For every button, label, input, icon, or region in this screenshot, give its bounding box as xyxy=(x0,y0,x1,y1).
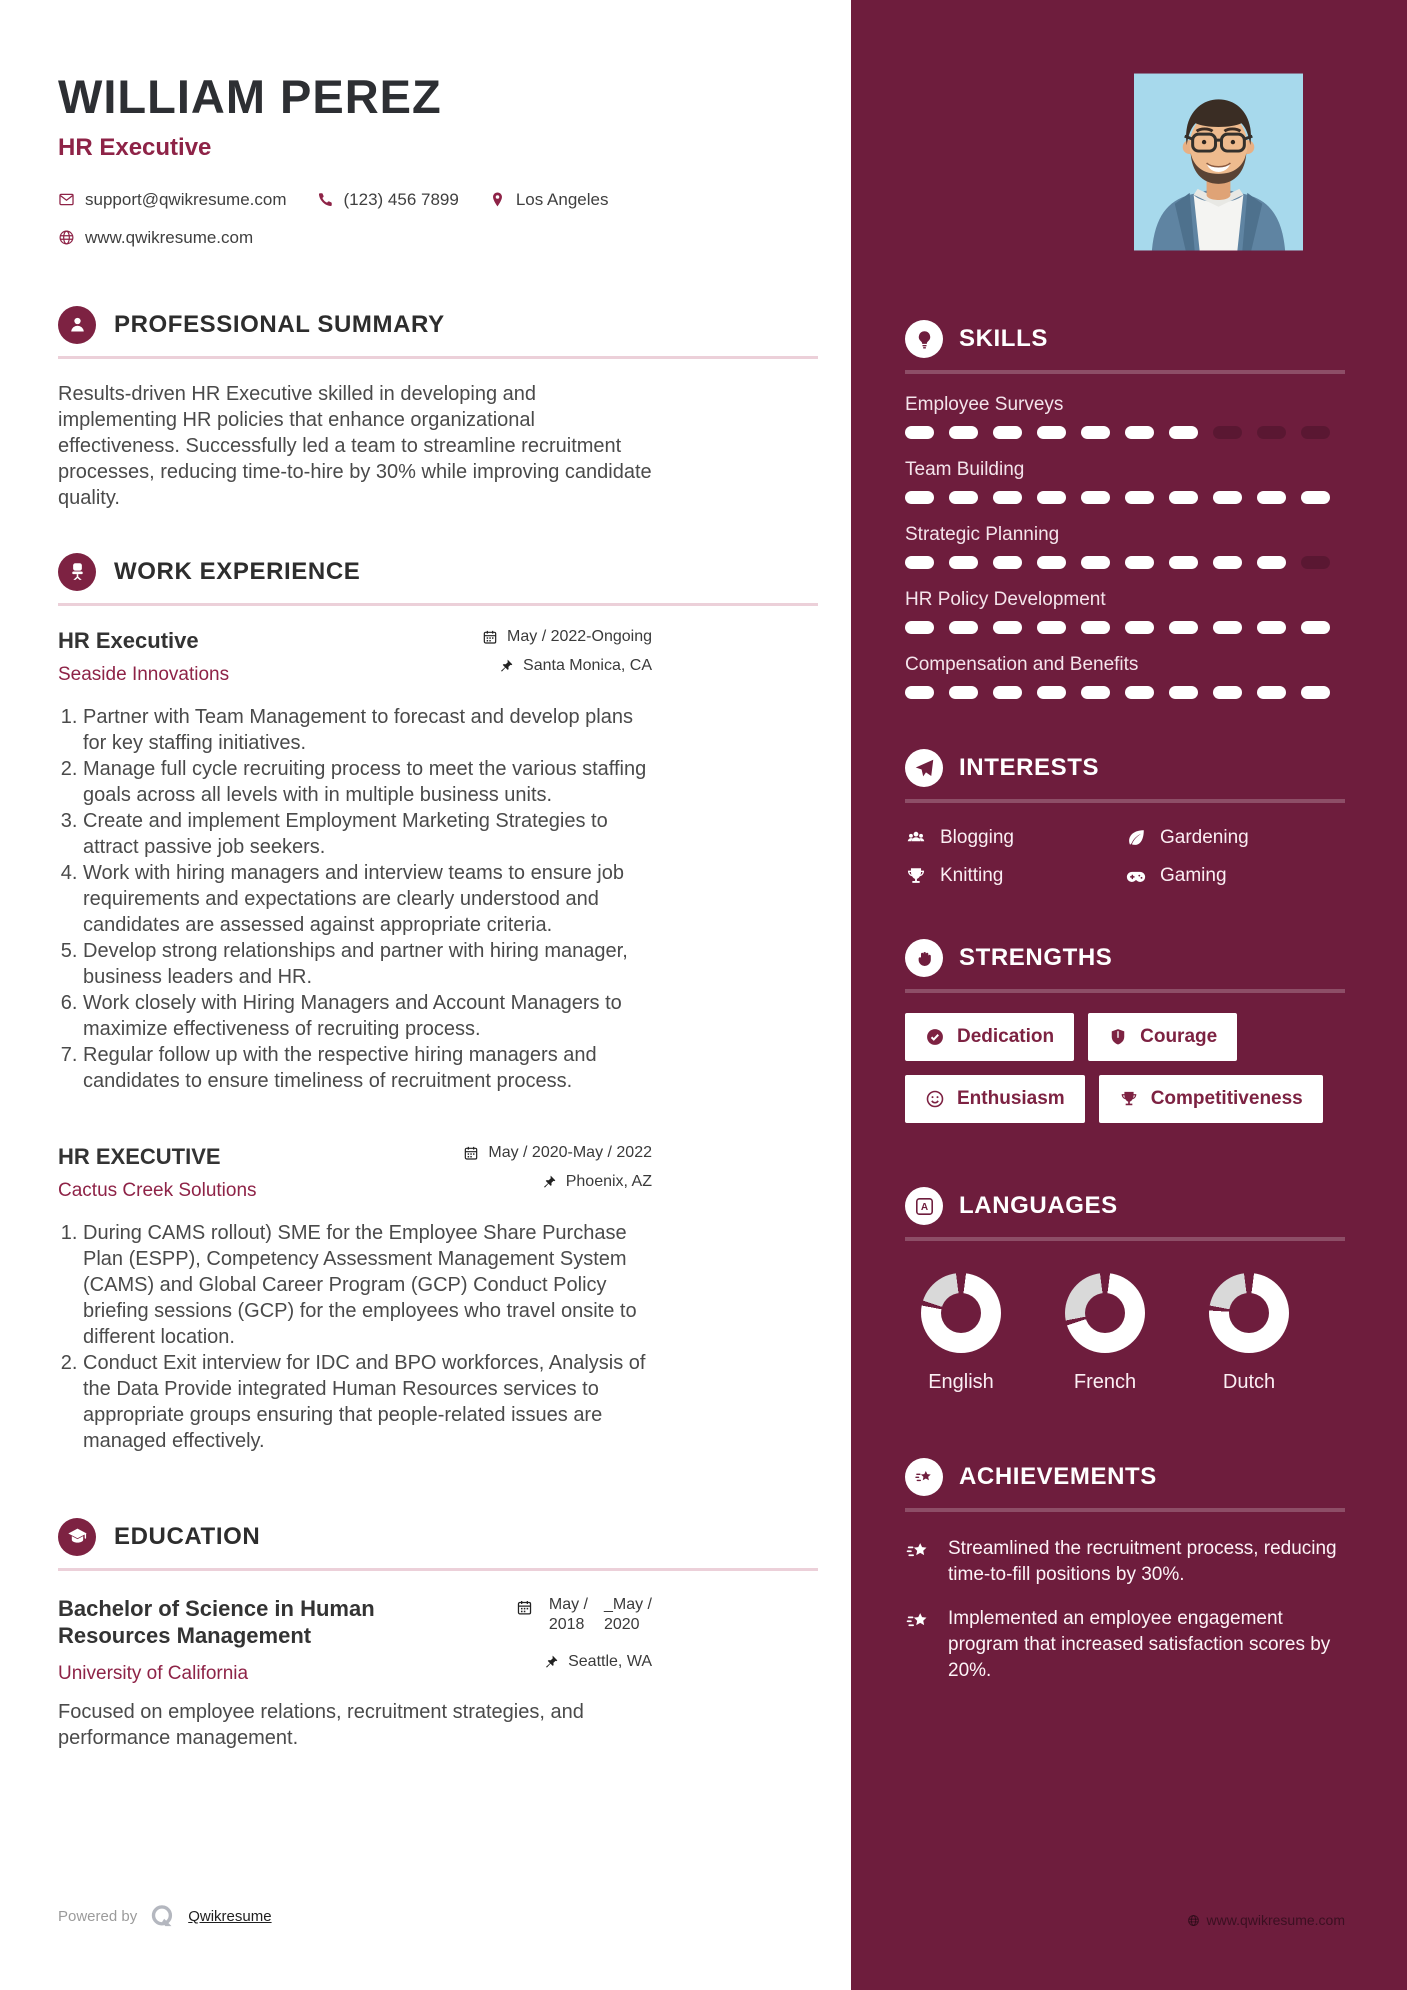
skill-level-dash xyxy=(1301,491,1330,504)
globe-icon xyxy=(58,229,75,246)
education-meta xyxy=(516,1595,652,1685)
strengths-list xyxy=(905,1013,1345,1123)
work-entries xyxy=(58,628,818,1454)
contact-item xyxy=(489,190,609,210)
skill-level-dash xyxy=(993,426,1022,439)
skill-level-dash xyxy=(949,686,978,699)
strength-label: Enthusiasm xyxy=(957,1088,1065,1109)
interests-list xyxy=(905,827,1345,887)
education-date xyxy=(549,1595,588,1635)
skill-level-dash xyxy=(949,621,978,634)
interest-label: Knitting xyxy=(940,865,1004,886)
calendar-icon xyxy=(516,1599,533,1616)
work-bullet: 2. Manage full cycle recruiting process to meet the various staffing goals across all levels with in multiple business units. xyxy=(83,756,652,808)
section-divider xyxy=(905,1508,1345,1512)
skill-level-dash xyxy=(949,491,978,504)
strength-label: Courage xyxy=(1140,1026,1218,1047)
skill-level-dash xyxy=(1037,491,1066,504)
interests-section xyxy=(905,749,1345,887)
work-entry-company: Seaside Innovations xyxy=(58,663,230,685)
skill-level-dash xyxy=(1257,556,1286,569)
strength-badge xyxy=(905,1075,1085,1123)
summary-text: Results-driven HR Executive skilled in developing and implementing HR policies that enhance organizational effectiveness. Successfully led a team to streamline recruitment processes, reducing time-to-hire by 30% while improving candidate quality. xyxy=(58,382,652,509)
skills-list xyxy=(905,394,1345,699)
work-bullet: 1. Partner with Team Management to forecast and develop plans for key staffing initiatives. xyxy=(83,704,652,756)
section-divider xyxy=(58,1568,818,1571)
trophy-icon xyxy=(905,865,927,887)
language-label: Dutch xyxy=(1222,1371,1276,1393)
languages-section xyxy=(905,1187,1345,1394)
skill-level-dash xyxy=(905,426,934,439)
summary-section xyxy=(58,306,818,511)
skill-level-dash xyxy=(1037,556,1066,569)
smile-icon xyxy=(925,1089,945,1109)
skill-level-dash xyxy=(1213,426,1242,439)
skill-level-dash xyxy=(993,491,1022,504)
work-entry-location-line xyxy=(463,1173,652,1191)
education-location-line xyxy=(516,1653,652,1671)
achievements-list xyxy=(905,1536,1345,1684)
skill-level-dash xyxy=(905,621,934,634)
graduation-cap-icon xyxy=(58,1518,96,1556)
shooting-star-icon xyxy=(905,1608,932,1635)
contact-text: support@qwikresume.com xyxy=(85,189,287,209)
work-bullet: 7. Regular follow up with the respective hiring managers and candidates to ensure timeliness of recruitment process. xyxy=(83,1042,652,1094)
language-donut-chart xyxy=(1209,1273,1289,1353)
section-title: WORK EXPERIENCE xyxy=(114,557,361,585)
skill-level-dash xyxy=(1081,426,1110,439)
interest-label: Gardening xyxy=(1160,827,1249,848)
achievements-section xyxy=(905,1458,1345,1684)
calendar-icon xyxy=(482,629,498,645)
work-entry-date: May / 2022-Ongoing xyxy=(507,627,652,645)
person-job-title: HR Executive xyxy=(58,133,212,161)
skill-level-dash xyxy=(1169,621,1198,634)
section-divider xyxy=(905,1237,1345,1241)
shooting-star-icon xyxy=(905,1538,932,1565)
leaf-icon xyxy=(1125,827,1147,849)
skill-level-bar xyxy=(905,621,1345,634)
skill-level-dash xyxy=(1301,556,1330,569)
interest-label: Blogging xyxy=(940,827,1014,848)
skill-level-dash xyxy=(1037,426,1066,439)
work-entry-location: Phoenix, AZ xyxy=(565,1172,652,1190)
skill-row xyxy=(905,459,1345,504)
work-entry xyxy=(58,1144,652,1454)
interest-item xyxy=(1125,865,1345,887)
strength-badge xyxy=(905,1013,1074,1061)
work-entry-main xyxy=(58,628,229,686)
section-title: EDUCATION xyxy=(114,1522,261,1550)
person-name: WILLIAM PEREZ xyxy=(58,70,442,123)
language-label: French xyxy=(1073,1371,1137,1393)
work-heading xyxy=(58,553,818,591)
work-entry-date-line xyxy=(482,628,652,646)
education-date-line: 2020 xyxy=(603,1615,640,1633)
skills-section xyxy=(905,320,1345,699)
skill-level-dash xyxy=(949,556,978,569)
skill-level-bar xyxy=(905,426,1345,439)
qwikresume-link[interactable]: Qwikresume xyxy=(188,1908,272,1925)
section-title: INTERESTS xyxy=(959,754,1100,781)
education-date xyxy=(604,1595,652,1635)
skill-level-dash xyxy=(1169,686,1198,699)
work-entry-bullets xyxy=(58,1220,652,1454)
achievement-text: Implemented an employee engagement program that increased satisfaction scores by 20%. xyxy=(948,1608,1331,1681)
skill-level-dash xyxy=(1213,491,1242,504)
work-entry-date: May / 2020-May / 2022 xyxy=(488,1143,652,1161)
education-date-line: May / xyxy=(548,1595,588,1613)
education-location: Seattle, WA xyxy=(568,1652,652,1670)
work-entry-location-line xyxy=(482,657,652,675)
skill-level-dash xyxy=(1169,426,1198,439)
strength-badge xyxy=(1088,1013,1237,1061)
work-entry-meta xyxy=(463,1144,652,1202)
education-date-line: 2018 xyxy=(548,1615,585,1633)
skill-label: Strategic Planning xyxy=(905,524,1060,545)
achievement-text: Streamlined the recruitment process, reducing time-to-fill positions by 30%. xyxy=(948,1538,1337,1585)
skill-level-dash xyxy=(1125,426,1154,439)
skills-heading xyxy=(905,320,1345,358)
work-entry-title: HR Executive xyxy=(58,627,199,653)
strength-label: Competitiveness xyxy=(1150,1088,1303,1109)
skill-level-dash xyxy=(1257,621,1286,634)
pin-icon xyxy=(489,191,506,208)
achievements-heading xyxy=(905,1458,1345,1496)
section-title: SKILLS xyxy=(959,325,1048,352)
work-bullet: 3. Create and implement Employment Marketing Strategies to attract passive job seekers. xyxy=(83,808,652,860)
skill-level-dash xyxy=(1037,686,1066,699)
work-entry-header xyxy=(58,628,652,686)
office-chair-icon xyxy=(58,553,96,591)
skill-label: Compensation and Benefits xyxy=(905,654,1139,675)
work-entry-main xyxy=(58,1144,257,1202)
achievement-item xyxy=(905,1536,1345,1588)
skill-label: HR Policy Development xyxy=(905,589,1106,610)
shooting-star-icon xyxy=(905,1458,943,1496)
work-entry-header xyxy=(58,1144,652,1202)
gamepad-icon xyxy=(1125,865,1147,887)
pushpin-icon xyxy=(543,1654,559,1670)
skill-row xyxy=(905,654,1345,699)
work-bullet: 1. During CAMS rollout) SME for the Employee Share Purchase Plan (ESPP), Competency Assessment Management System (CAMS) and Global Career Program (GCP) Conduct Policy briefing sessions (GCP) for the employees who travel onsite to different location. xyxy=(83,1220,652,1350)
skill-level-dash xyxy=(949,426,978,439)
site-url: www.qwikresume.com xyxy=(1206,1912,1345,1928)
phone-icon xyxy=(317,191,334,208)
education-dates xyxy=(516,1595,652,1635)
language-label: English xyxy=(928,1371,994,1393)
education-entry xyxy=(58,1595,652,1685)
skill-level-dash xyxy=(1169,491,1198,504)
work-entry-company: Cactus Creek Solutions xyxy=(58,1179,257,1201)
strength-label: Dedication xyxy=(957,1026,1055,1047)
summary-heading xyxy=(58,306,818,344)
language-donut-chart xyxy=(921,1273,1001,1353)
section-divider xyxy=(905,370,1345,374)
skill-level-dash xyxy=(1125,556,1154,569)
skill-level-dash xyxy=(1213,686,1242,699)
skill-level-dash xyxy=(1125,686,1154,699)
globe-icon xyxy=(1187,1914,1200,1927)
contact-row xyxy=(58,228,818,248)
skill-level-dash xyxy=(905,491,934,504)
skill-level-dash xyxy=(993,556,1022,569)
section-title: STRENGTHS xyxy=(959,944,1113,971)
skill-level-dash xyxy=(1257,686,1286,699)
work-entry-title: HR EXECUTIVE xyxy=(58,1143,221,1169)
work-section xyxy=(58,553,818,1454)
strengths-section xyxy=(905,939,1345,1123)
contact-item xyxy=(58,190,287,210)
contact-text: www.qwikresume.com xyxy=(85,227,254,247)
skill-level-dash xyxy=(1301,686,1330,699)
skill-row xyxy=(905,589,1345,634)
work-entry-location: Santa Monica, CA xyxy=(523,656,652,674)
skill-label: Team Building xyxy=(905,459,1025,480)
language-donut-chart xyxy=(1065,1273,1145,1353)
skill-level-dash xyxy=(1301,426,1330,439)
skill-level-bar xyxy=(905,556,1345,569)
calendar-icon xyxy=(463,1145,479,1161)
interest-label: Gaming xyxy=(1160,865,1227,886)
languages-list xyxy=(905,1273,1345,1394)
section-divider xyxy=(58,603,818,606)
education-description: Focused on employee relations, recruitment strategies, and performance management. xyxy=(58,1700,584,1749)
education-main xyxy=(58,1595,410,1685)
contact-item xyxy=(317,190,459,210)
profile-photo xyxy=(1134,73,1303,251)
pushpin-icon xyxy=(498,658,514,674)
languages-heading xyxy=(905,1187,1345,1225)
skill-level-dash xyxy=(1169,556,1198,569)
section-divider xyxy=(58,356,818,359)
sidebar-footer xyxy=(1187,1912,1345,1928)
skill-level-dash xyxy=(905,556,934,569)
sidebar xyxy=(851,0,1407,1990)
interest-item xyxy=(905,827,1125,849)
language-item xyxy=(1049,1273,1161,1394)
skill-level-dash xyxy=(1257,426,1286,439)
skill-row xyxy=(905,524,1345,569)
section-title: LANGUAGES xyxy=(959,1192,1118,1219)
users-icon xyxy=(905,827,927,849)
strength-badge xyxy=(1099,1075,1323,1123)
skill-level-bar xyxy=(905,491,1345,504)
work-entry xyxy=(58,628,652,1094)
skill-level-dash xyxy=(1081,686,1110,699)
skill-level-dash xyxy=(1037,621,1066,634)
skill-level-dash xyxy=(1213,621,1242,634)
skill-level-dash xyxy=(905,686,934,699)
page-footer xyxy=(58,1903,272,1930)
work-entry-date-line xyxy=(463,1144,652,1162)
skill-level-dash xyxy=(1257,491,1286,504)
contact-item xyxy=(58,228,253,248)
work-entry-meta xyxy=(482,628,652,686)
skill-row xyxy=(905,394,1345,439)
section-title: ACHIEVEMENTS xyxy=(959,1463,1157,1490)
svg-text:A: A xyxy=(920,1201,928,1213)
work-bullet: 4. Work with hiring managers and interview teams to ensure job requirements and expectations are clearly understood and candidates are assessed against appropriate criteria. xyxy=(83,860,652,938)
check-circle-icon xyxy=(925,1027,945,1047)
skill-level-dash xyxy=(1125,491,1154,504)
contact-text: (123) 456 7899 xyxy=(343,189,459,209)
education-heading xyxy=(58,1518,818,1556)
skill-level-bar xyxy=(905,686,1345,699)
strengths-heading xyxy=(905,939,1345,977)
section-title: PROFESSIONAL SUMMARY xyxy=(114,310,445,338)
person-icon xyxy=(58,306,96,344)
achievement-item xyxy=(905,1606,1345,1684)
section-divider xyxy=(905,799,1345,803)
skill-level-dash xyxy=(1213,556,1242,569)
school-name: University of California xyxy=(58,1662,249,1684)
skill-level-dash xyxy=(1081,621,1110,634)
section-divider xyxy=(905,989,1345,993)
trophy-icon xyxy=(1119,1089,1139,1109)
language-item xyxy=(905,1273,1017,1394)
skill-level-dash xyxy=(1125,621,1154,634)
work-bullet: 5. Develop strong relationships and partner with hiring manager, business leaders and HR. xyxy=(83,938,652,990)
lightbulb-icon xyxy=(905,320,943,358)
skill-level-dash xyxy=(1081,556,1110,569)
qwikresume-logo-icon xyxy=(149,1903,176,1930)
shield-icon xyxy=(1108,1027,1128,1047)
work-bullet: 2. Conduct Exit interview for IDC and BPO workforces, Analysis of the Data Provide integrated Human Resources services to appropriate groups ensuring that people-related issues are managed effectively. xyxy=(83,1350,652,1454)
powered-by-label: Powered by xyxy=(58,1908,138,1925)
interest-item xyxy=(905,865,1125,887)
translate-icon xyxy=(905,1187,943,1225)
envelope-icon xyxy=(58,191,75,208)
pushpin-icon xyxy=(541,1174,557,1190)
paper-plane-icon xyxy=(905,749,943,787)
interests-heading xyxy=(905,749,1345,787)
skill-label: Employee Surveys xyxy=(905,394,1064,415)
education-date-line: _May / xyxy=(603,1595,652,1613)
work-entry-bullets xyxy=(58,704,652,1094)
contact-text: Los Angeles xyxy=(515,189,609,209)
contact-row xyxy=(58,190,818,210)
degree-title: Bachelor of Science in Human Resources Management xyxy=(58,1595,375,1648)
skill-level-dash xyxy=(1301,621,1330,634)
language-item xyxy=(1193,1273,1305,1394)
skill-level-dash xyxy=(1081,491,1110,504)
interest-item xyxy=(1125,827,1345,849)
work-bullet: 6. Work closely with Hiring Managers and Account Managers to maximize effectiveness of recruiting process. xyxy=(83,990,652,1042)
education-section xyxy=(58,1518,818,1751)
fist-icon xyxy=(905,939,943,977)
skill-level-dash xyxy=(993,621,1022,634)
skill-level-dash xyxy=(993,686,1022,699)
